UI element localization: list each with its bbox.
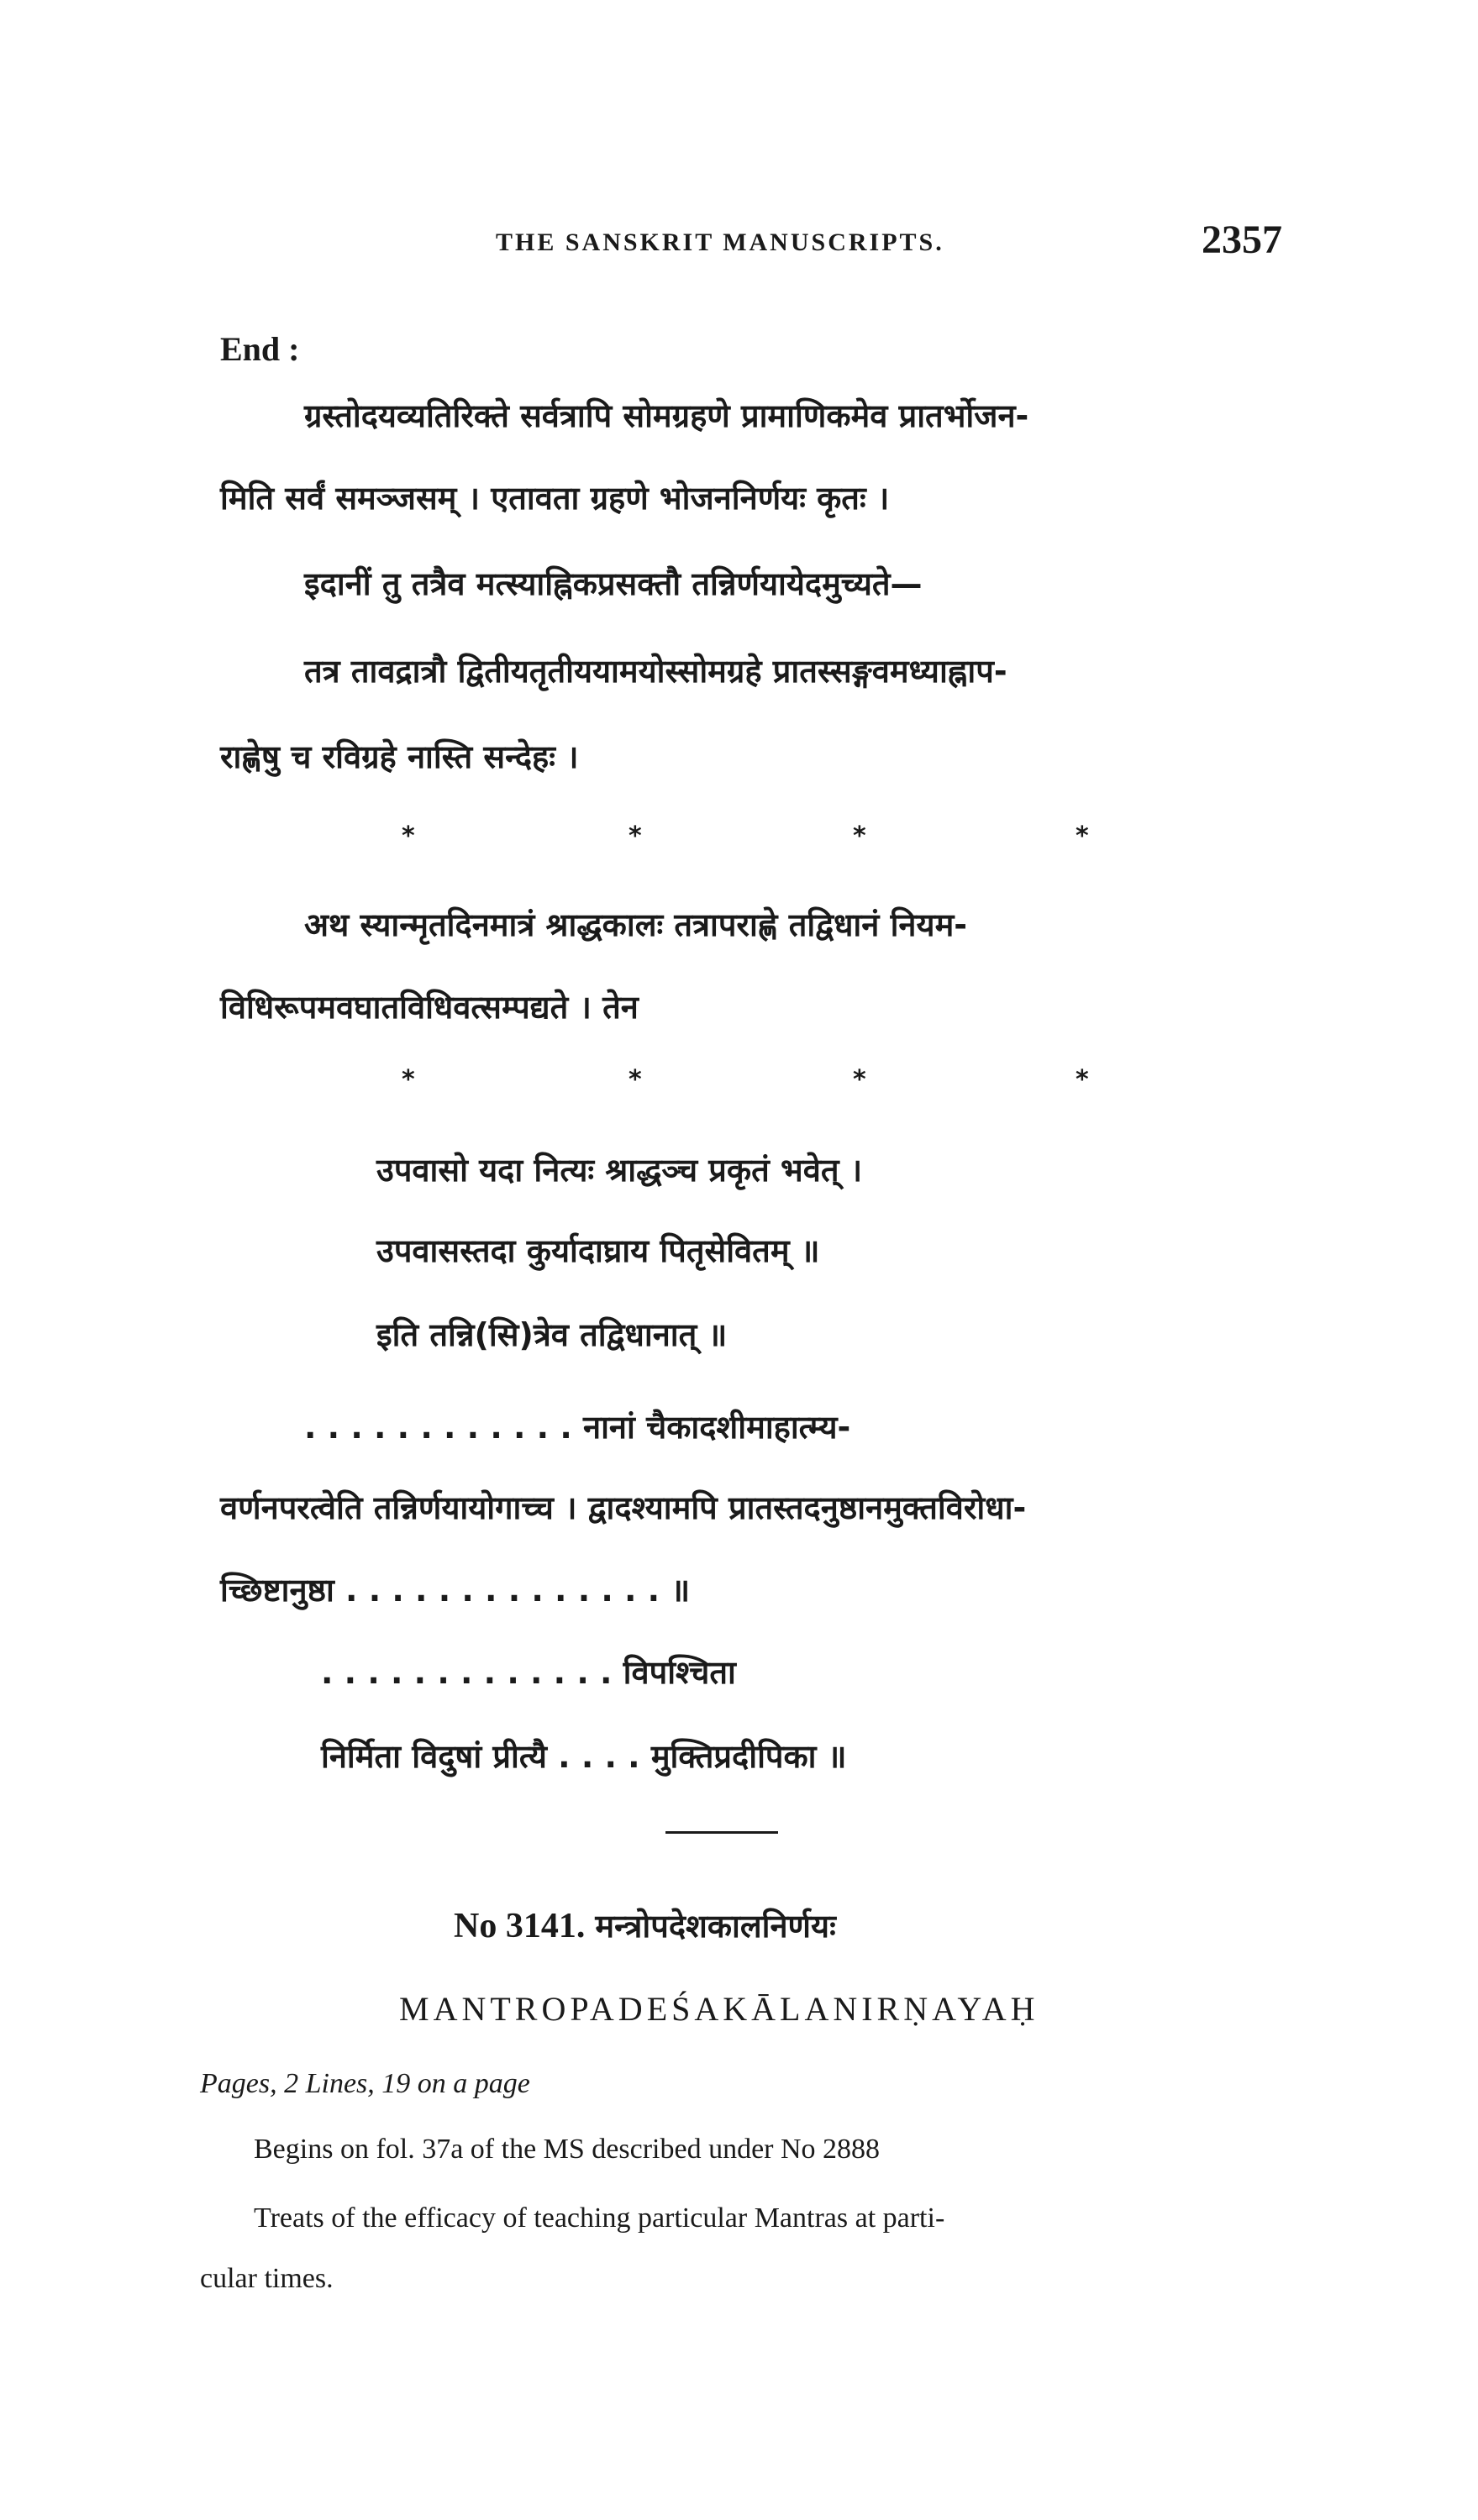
running-header-title: THE SANSKRIT MANUSCRIPTS. xyxy=(496,228,944,256)
asterisk: * xyxy=(853,822,866,851)
asterisk: * xyxy=(629,822,642,851)
entry-heading xyxy=(454,1903,836,1947)
text-line-7: विधिरूपमवघातविधिवत्सम्पद्यते । तेन xyxy=(220,989,639,1026)
page-number: 2357 xyxy=(1202,218,1282,262)
verse-line-3: इति तन्नि(सि)त्रेव तद्विधानात् ॥ xyxy=(376,1316,728,1353)
text-line-8: . . . . . . . . . . . . नानां चैकादशीमाहात्म्य- xyxy=(304,1409,851,1446)
text-line-9: वर्णनपरत्वेति तन्निर्णयायोगाच्च । द्वादश्यामपि प्रातस्तदनुष्ठानमुक्तविरोधा- xyxy=(220,1489,1027,1526)
text-line-1: ग्रस्तोदयव्यतिरिक्ते सर्वत्रापि सोमग्रहणे प्रामाणिकमेव प्रातर्भोजन- xyxy=(304,397,1029,434)
entry-transliteration: MANTROPADEŚAKĀLANIRṆAYAḤ xyxy=(399,1990,1039,2028)
text-line-2: मिति सर्वं समञ्जसम् । एतावता ग्रहणे भोजननिर्णयः कृतः । xyxy=(220,480,890,517)
entry-devanagari-title: मन्त्रोपदेशकालनिर्णयः xyxy=(595,1908,836,1945)
entry-begins: Begins on fol. 37a of the MS described under No 2888 xyxy=(254,2134,881,2165)
end-label: End : xyxy=(220,330,300,368)
entry-meta: Pages, 2 Lines, 19 on a page xyxy=(200,2068,530,2099)
asterisk: * xyxy=(1076,1065,1089,1095)
asterisk: * xyxy=(402,822,415,851)
entry-description-line-1: Treats of the efficacy of teaching particular Mantras at parti- xyxy=(254,2202,945,2234)
asterisk-row-2 xyxy=(0,1065,1478,1099)
asterisk: * xyxy=(402,1065,415,1095)
asterisk: * xyxy=(629,1065,642,1095)
text-line-6: अथ स्यान्मृतदिनमात्रं श्राद्धकालः तत्रापराह्णे तद्विधानं नियम- xyxy=(304,906,968,943)
asterisk: * xyxy=(853,1065,866,1095)
verse-line-2: उपवासस्तदा कुर्यादाघ्राय पितृसेवितम् ॥ xyxy=(376,1232,820,1269)
colophon-line-1: . . . . . . . . . . . . . विपश्चिता xyxy=(321,1654,736,1691)
text-line-5: राह्णेषु च रविग्रहे नास्ति सन्देहः । xyxy=(220,738,579,775)
asterisk-row-1 xyxy=(0,822,1478,855)
asterisk: * xyxy=(1076,822,1089,851)
entry-number: No 3141. xyxy=(454,1907,586,1945)
entry-description-line-2: cular times. xyxy=(200,2263,334,2294)
section-divider xyxy=(665,1831,778,1834)
text-line-3: इदानीं तु तत्रैव मत्स्याह्निकप्रसक्तौ तन्निर्णयायेदमुच्यते— xyxy=(304,565,923,602)
colophon-line-2: निर्मिता विदुषां प्रीत्यै . . . . मुक्तिप्रदीपिका ॥ xyxy=(321,1738,847,1775)
text-line-10: च्छिष्टानुष्ठा . . . . . . . . . . . . . . ॥ xyxy=(220,1572,691,1609)
verse-line-1: उपवासो यदा नित्यः श्राद्धञ्च प्रकृतं भवेत् । xyxy=(376,1152,863,1189)
text-line-4: तत्र तावद्रात्रौ द्वितीयतृतीययामयोस्सोमग्रहे प्रातस्सङ्गवमध्याह्नाप- xyxy=(304,653,1007,690)
